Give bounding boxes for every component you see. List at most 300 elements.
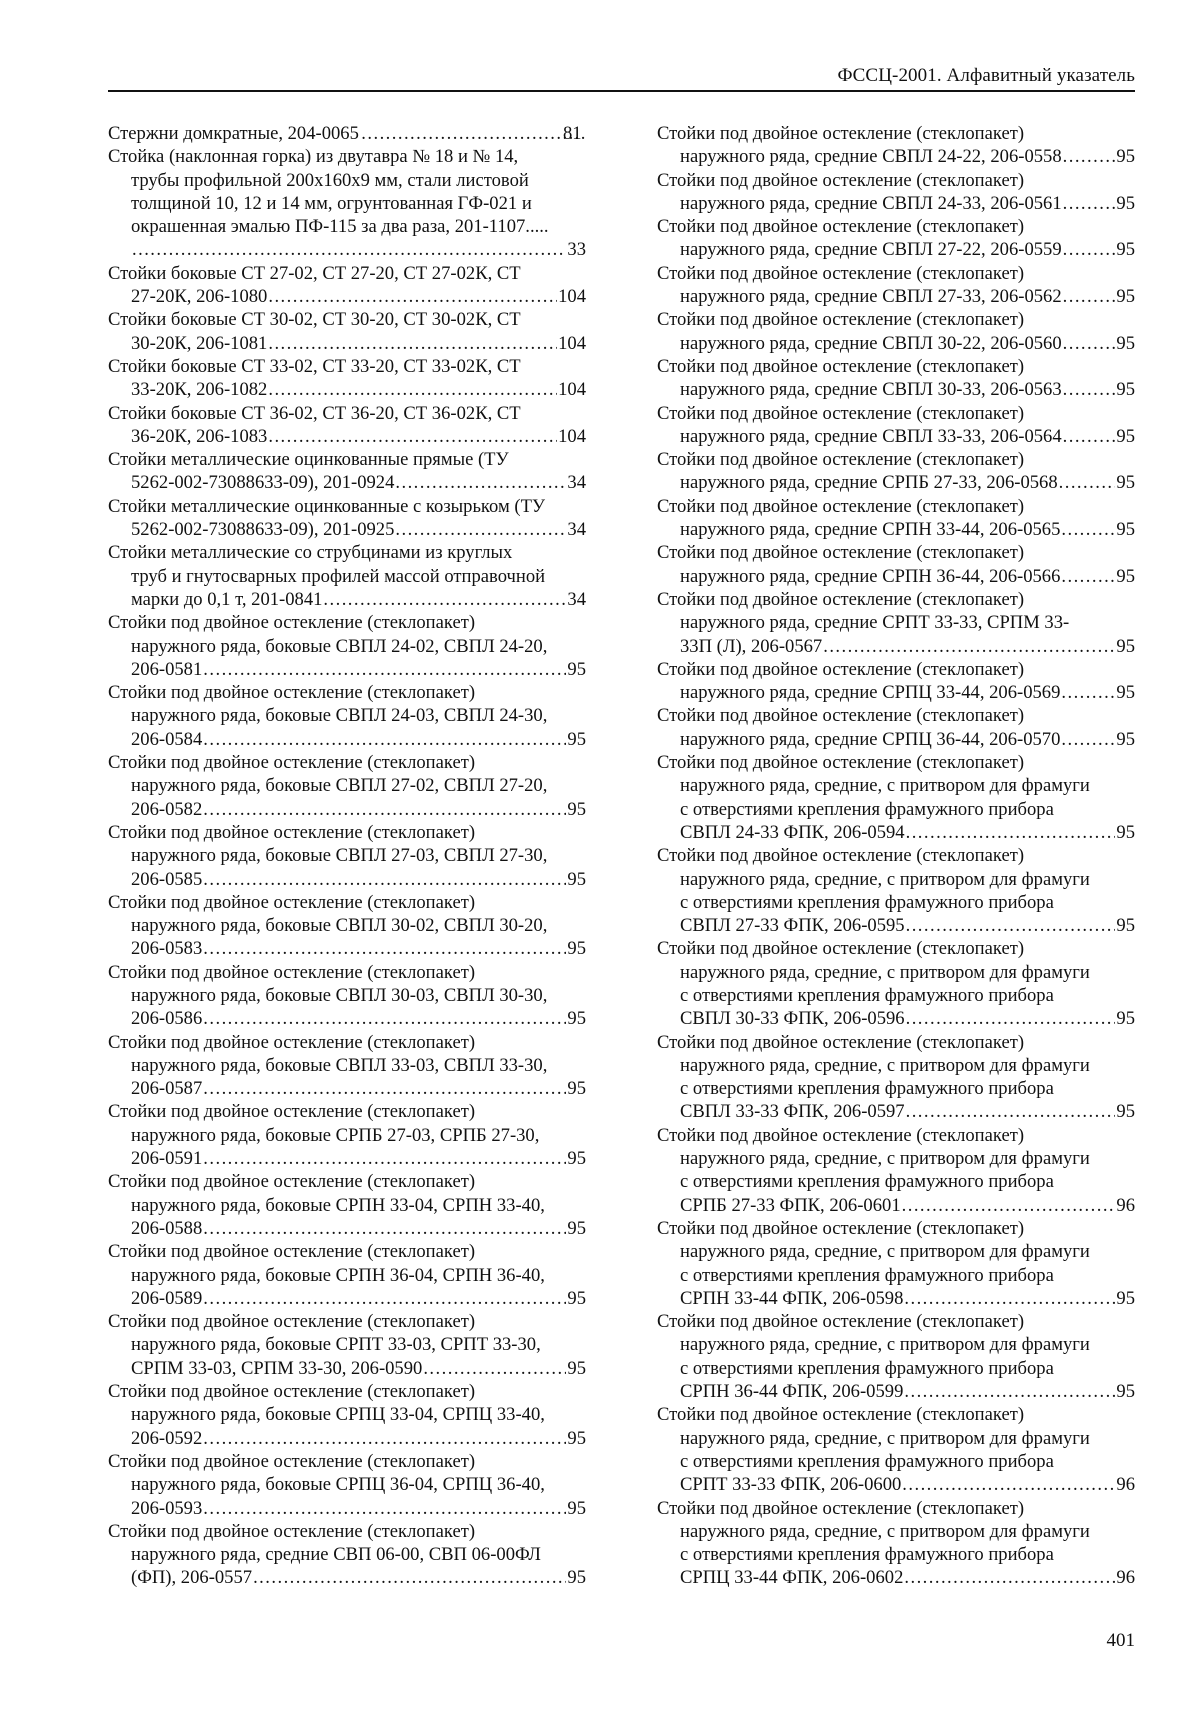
entry-last-line (680, 332, 1135, 355)
index-entry (108, 751, 586, 821)
entry-line: Стойки под двойное остекление (стеклопакет) (657, 1497, 1025, 1519)
entry-page-number: 95 (1116, 1287, 1135, 1309)
entry-text: 206-0582 (131, 798, 203, 820)
index-entry (657, 169, 1135, 216)
entry-line: Стойки металлические оцинкованные прямые (ТУ (108, 449, 509, 471)
index-entry (108, 1170, 586, 1240)
entry-line: Стойки под двойное остекление (стеклопакет) (108, 891, 476, 913)
entry-line: наружного ряда, боковые СРПБ 27-03, СРПБ 27-30, (131, 1124, 540, 1146)
index-entry (657, 1497, 1135, 1590)
entry-line: Стойки под двойное остекление (стеклопакет) (108, 1031, 476, 1053)
index-entry (108, 1520, 586, 1590)
leader-dots (323, 588, 566, 611)
leader-dots (268, 285, 557, 308)
entry-text: 206-0583 (131, 938, 203, 960)
index-entry (657, 844, 1135, 937)
index-entry (108, 1100, 586, 1170)
entry-line: наружного ряда, боковые СРПН 33-04, СРПН 33-40, (131, 1194, 545, 1216)
entry-line: наружного ряда, средние, с притвором для фрамуги (680, 1054, 1090, 1076)
entry-page-number: 95 (567, 1148, 586, 1170)
entry-page-number: 95 (567, 1008, 586, 1030)
entry-page-number: 95 (1116, 519, 1135, 541)
entry-line: Стойки под двойное остекление (стеклопакет) (108, 682, 476, 704)
index-column-left (108, 122, 586, 1590)
entry-line: Стойки боковые СТ 27-02, СТ 27-20, СТ 27-02К, СТ (108, 262, 521, 284)
entry-last-line (680, 681, 1135, 704)
entry-line: Стойки под двойное остекление (стеклопакет) (657, 1031, 1025, 1053)
entry-line: Стойки под двойное остекление (стеклопакет) (108, 1450, 476, 1472)
index-entry (108, 821, 586, 891)
entry-line: с отверстиями крепления фрамужного прибора (680, 1450, 1054, 1472)
entry-text: наружного ряда, средние СВПЛ 27-22, 206-0559 (680, 239, 1062, 261)
entry-page-number: 95 (1116, 425, 1135, 447)
entry-line: Стойки под двойное остекление (стеклопакет) (657, 658, 1025, 680)
entry-line: Стойки под двойное остекление (стеклопакет) (108, 1101, 476, 1123)
index-entry (108, 402, 586, 449)
entry-line: Стойки под двойное остекление (стеклопакет) (108, 612, 476, 634)
entry-page-number: 95 (1116, 332, 1135, 354)
entry-text: 33-20К, 206-1082 (131, 379, 268, 401)
entry-text: 206-0593 (131, 1497, 203, 1519)
index-entry (108, 1450, 586, 1520)
index-entry (108, 308, 586, 355)
entry-last-line (680, 1566, 1135, 1589)
leader-dots (1061, 681, 1115, 704)
entry-line: Стойки боковые СТ 36-02, СТ 36-20, СТ 36-02К, СТ (108, 402, 521, 424)
entry-page-number: 95 (567, 798, 586, 820)
entry-last-line (131, 425, 586, 448)
entry-page-number: 104 (558, 286, 586, 308)
index-entry (657, 704, 1135, 751)
index-entry (108, 355, 586, 402)
entry-text: СРПН 33-44 ФПК, 206-0598 (680, 1287, 904, 1309)
entry-line: Стойки под двойное остекление (стеклопакет) (108, 752, 476, 774)
leader-dots (1063, 238, 1116, 261)
entry-line: Стойки под двойное остекление (стеклопакет) (108, 821, 476, 843)
index-entry (108, 262, 586, 309)
entry-line: наружного ряда, боковые СРПЦ 33-04, СРПЦ 33-40, (131, 1404, 545, 1426)
leader-dots (904, 1566, 1115, 1589)
index-entry (108, 448, 586, 495)
leader-dots (203, 1497, 566, 1520)
entry-line: наружного ряда, боковые СВПЛ 33-03, СВПЛ 33-30, (131, 1054, 548, 1076)
entry-line: наружного ряда, средние, с притвором для фрамуги (680, 1520, 1090, 1542)
entry-page-number: 95 (567, 1567, 586, 1589)
entry-text: наружного ряда, средние СВПЛ 30-22, 206-0560 (680, 332, 1062, 354)
index-entry (108, 611, 586, 681)
index-entry (657, 1217, 1135, 1310)
entry-page-number: 95 (567, 1427, 586, 1449)
entry-page-number: 104 (558, 379, 586, 401)
entry-text: наружного ряда, средние СВПЛ 24-33, 206-0561 (680, 192, 1062, 214)
leader-dots (203, 1217, 566, 1240)
entry-line: Стойки под двойное остекление (стеклопакет) (657, 123, 1025, 144)
index-entry (657, 122, 1135, 169)
entry-text: наружного ряда, средние СВПЛ 30-33, 206-0563 (680, 379, 1062, 401)
entry-text: 36-20К, 206-1083 (131, 425, 268, 447)
index-entry (657, 1124, 1135, 1217)
entry-text: СРПМ 33-03, СРПМ 33-30, 206-0590 (131, 1357, 423, 1379)
leader-dots (1063, 285, 1116, 308)
leader-dots (904, 1287, 1115, 1310)
index-entry (657, 448, 1135, 495)
entry-text: СРПЦ 33-44 ФПК, 206-0602 (680, 1567, 904, 1589)
index-entry (657, 1031, 1135, 1124)
entry-last-line (131, 471, 586, 494)
entry-page-number: 104 (558, 332, 586, 354)
index-entry (108, 681, 586, 751)
entry-last-line (680, 238, 1135, 261)
index-entry (657, 541, 1135, 588)
index-entry (657, 937, 1135, 1030)
leader-dots (132, 238, 566, 261)
leader-dots (1063, 332, 1116, 355)
entry-text: 206-0592 (131, 1427, 203, 1449)
entry-text: 206-0589 (131, 1287, 203, 1309)
entry-last-line (131, 868, 586, 891)
entry-line: наружного ряда, средние СРПТ 33-33, СРПМ 33- (680, 612, 1070, 634)
page-number: 401 (1106, 1630, 1135, 1651)
entry-last-line (680, 1100, 1135, 1123)
entry-last-line (131, 238, 586, 261)
entry-last-line (131, 518, 586, 541)
entry-line: наружного ряда, средние, с притвором для фрамуги (680, 1148, 1090, 1170)
entry-line: труб и гнутосварных профилей массой отправочной (131, 565, 546, 587)
entry-last-line (131, 728, 586, 751)
entry-line: Стойки под двойное остекление (стеклопакет) (657, 1311, 1025, 1333)
leader-dots (906, 821, 1116, 844)
leader-dots (902, 1473, 1115, 1496)
entry-text: СВПЛ 27-33 ФПК, 206-0595 (680, 915, 905, 937)
entry-line: с отверстиями крепления фрамужного прибора (680, 1544, 1054, 1566)
entry-last-line (680, 565, 1135, 588)
leader-dots (906, 1100, 1116, 1123)
entry-last-line (131, 798, 586, 821)
entry-line: Стойки под двойное остекление (стеклопакет) (657, 449, 1025, 471)
entry-page-number: 33 (567, 239, 586, 261)
entry-page-number: 95 (1116, 1381, 1135, 1403)
entry-line: толщиной 10, 12 и 14 мм, огрунтованная ГФ-021 и (131, 192, 532, 214)
entry-line: наружного ряда, боковые СРПН 36-04, СРПН 36-40, (131, 1264, 545, 1286)
leader-dots (423, 1357, 566, 1380)
entry-last-line (680, 635, 1135, 658)
entry-line: с отверстиями крепления фрамужного прибора (680, 798, 1054, 820)
entry-page-number: 95 (567, 938, 586, 960)
entry-line: наружного ряда, боковые СВПЛ 27-03, СВПЛ 27-30, (131, 845, 548, 867)
entry-text: наружного ряда, средние СРПЦ 36-44, 206-0570 (680, 728, 1061, 750)
index-entry (657, 588, 1135, 658)
leader-dots (1063, 378, 1116, 401)
leader-dots (1061, 518, 1115, 541)
entry-text: (ФП), 206-0557 (131, 1567, 253, 1589)
entry-line: Стойки под двойное остекление (стеклопакет) (108, 1381, 476, 1403)
entry-line: наружного ряда, средние, с притвором для фрамуги (680, 1241, 1090, 1263)
entry-last-line (131, 1147, 586, 1170)
entry-line: Стойки под двойное остекление (стеклопакет) (108, 1241, 476, 1263)
entry-line: Стойки под двойное остекление (стеклопакет) (657, 495, 1025, 517)
entry-line: Стойки под двойное остекление (стеклопакет) (657, 169, 1025, 191)
leader-dots (395, 471, 566, 494)
index-entry (108, 961, 586, 1031)
entry-text: 33П (Л), 206-0567 (680, 635, 823, 657)
entry-text: марки до 0,1 т, 201-0841 (131, 588, 323, 610)
entry-last-line (680, 471, 1135, 494)
entry-text: СРПТ 33-33 ФПК, 206-0600 (680, 1474, 902, 1496)
entry-last-line (131, 378, 586, 401)
entry-line: Стойки под двойное остекление (стеклопакет) (657, 588, 1025, 610)
leader-dots (203, 1007, 566, 1030)
entry-line: наружного ряда, боковые СВПЛ 27-02, СВПЛ 27-20, (131, 775, 548, 797)
entry-last-line (680, 821, 1135, 844)
entry-last-line (680, 914, 1135, 937)
leader-dots (823, 635, 1115, 658)
entry-page-number: 95 (567, 1287, 586, 1309)
entry-line: Стойки под двойное остекление (стеклопакет) (657, 402, 1025, 424)
entry-line: Стойки под двойное остекление (стеклопакет) (657, 705, 1025, 727)
entry-text: 206-0586 (131, 1008, 203, 1030)
entry-line: с отверстиями крепления фрамужного прибора (680, 984, 1054, 1006)
entry-page-number: 96 (1116, 1474, 1135, 1496)
leader-dots (203, 728, 566, 751)
index-entry (108, 1031, 586, 1101)
entry-last-line (680, 518, 1135, 541)
entry-page-number: 95 (567, 868, 586, 890)
entry-line: Стойки металлические со струбцинами из круглых (108, 542, 513, 564)
entry-page-number: 95 (1116, 1101, 1135, 1123)
entry-last-line (131, 1217, 586, 1240)
entry-last-line (680, 1380, 1135, 1403)
index-entry (657, 495, 1135, 542)
index-entry (108, 1310, 586, 1380)
entry-last-line (131, 1007, 586, 1030)
entry-line: с отверстиями крепления фрамужного прибора (680, 1357, 1054, 1379)
leader-dots (268, 332, 557, 355)
entry-page-number: 95 (567, 1497, 586, 1519)
entry-text: наружного ряда, средние СВПЛ 27-33, 206-0562 (680, 286, 1062, 308)
entry-last-line (131, 285, 586, 308)
entry-last-line (680, 1473, 1135, 1496)
leader-dots (203, 1147, 566, 1170)
entry-page-number: 34 (567, 588, 586, 610)
entry-page-number: 95 (567, 1217, 586, 1239)
leader-dots (1059, 471, 1116, 494)
leader-dots (203, 937, 566, 960)
index-column-right (657, 122, 1135, 1590)
entry-line: Стойки под двойное остекление (стеклопакет) (108, 1171, 476, 1193)
entry-line: Стойки под двойное остекление (стеклопакет) (657, 1404, 1025, 1426)
entry-text: СВПЛ 30-33 ФПК, 206-0596 (680, 1008, 905, 1030)
entry-line: наружного ряда, средние, с притвором для фрамуги (680, 775, 1090, 797)
entry-line: с отверстиями крепления фрамужного прибора (680, 891, 1054, 913)
entry-line: с отверстиями крепления фрамужного прибора (680, 1264, 1054, 1286)
entry-text: 206-0591 (131, 1148, 203, 1170)
entry-text: наружного ряда, средние СВПЛ 24-22, 206-0558 (680, 146, 1062, 168)
entry-line: наружного ряда, боковые СВПЛ 24-03, СВПЛ 24-30, (131, 705, 548, 727)
entry-line: Стойки боковые СТ 33-02, СТ 33-20, СТ 33-02К, СТ (108, 355, 521, 377)
index-entry (657, 215, 1135, 262)
entry-page-number: 95 (1116, 239, 1135, 261)
entry-page-number: 95 (1116, 146, 1135, 168)
leader-dots (1063, 145, 1116, 168)
leader-dots (203, 868, 566, 891)
entry-line: наружного ряда, средние СВП 06-00, СВП 06-00ФЛ (131, 1544, 541, 1566)
entry-last-line (680, 1007, 1135, 1030)
entry-last-line (680, 192, 1135, 215)
entry-last-line (131, 1566, 586, 1589)
entry-page-number: 95 (1116, 565, 1135, 587)
entry-text: наружного ряда, средние СВПЛ 33-33, 206-0564 (680, 425, 1062, 447)
entry-last-line (680, 285, 1135, 308)
entry-text: 206-0587 (131, 1078, 203, 1100)
entry-last-line (680, 728, 1135, 751)
entry-page-number: 104 (558, 425, 586, 447)
leader-dots (906, 1007, 1116, 1030)
index-entry (657, 658, 1135, 705)
entry-page-number: 96 (1116, 1567, 1135, 1589)
entry-text: 27-20К, 206-1080 (131, 286, 268, 308)
entry-text: наружного ряда, средние СРПБ 27-33, 206-0568 (680, 472, 1058, 494)
leader-dots (360, 122, 585, 145)
entry-page-number: 96 (1116, 1194, 1135, 1216)
entry-text: 30-20К, 206-1081 (131, 332, 268, 354)
index-entry (108, 541, 586, 611)
leader-dots (1061, 728, 1115, 751)
entry-page-number: 95 (1116, 635, 1135, 657)
entry-page-number: 34 (567, 519, 586, 541)
entry-text: 5262-002-73088633-09), 201-0924 (131, 472, 395, 494)
entry-page-number: 95 (1116, 821, 1135, 843)
entry-line: Стойки под двойное остекление (стеклопакет) (108, 1520, 476, 1542)
leader-dots (203, 1287, 566, 1310)
leader-dots (203, 798, 566, 821)
index-entry (108, 122, 586, 145)
entry-text: СВПЛ 24-33 ФПК, 206-0594 (680, 821, 905, 843)
leader-dots (395, 518, 566, 541)
entry-line: с отверстиями крепления фрамужного прибора (680, 1171, 1054, 1193)
entry-last-line (131, 588, 586, 611)
entry-text: СВПЛ 33-33 ФПК, 206-0597 (680, 1101, 905, 1123)
entry-text: СРПН 36-44 ФПК, 206-0599 (680, 1381, 904, 1403)
entry-page-number: 95 (1116, 472, 1135, 494)
index-entry (108, 145, 586, 261)
entry-line: наружного ряда, боковые СВПЛ 30-02, СВПЛ 30-20, (131, 915, 548, 937)
entry-text: 206-0588 (131, 1217, 203, 1239)
leader-dots (1063, 192, 1116, 215)
entry-line: с отверстиями крепления фрамужного прибора (680, 1078, 1054, 1100)
entry-last-line (131, 1077, 586, 1100)
leader-dots (906, 914, 1116, 937)
entry-line: наружного ряда, боковые СРПЦ 36-04, СРПЦ 36-40, (131, 1474, 545, 1496)
entry-page-number: 34 (567, 472, 586, 494)
entry-line: наружного ряда, средние, с притвором для фрамуги (680, 961, 1090, 983)
entry-page-number: 95 (1116, 286, 1135, 308)
entry-last-line (131, 1427, 586, 1450)
entry-line: наружного ряда, средние, с притвором для фрамуги (680, 1334, 1090, 1356)
entry-line: окрашенная эмалью ПФ-115 за два раза, 201-1107..... (131, 216, 549, 238)
entry-last-line (680, 378, 1135, 401)
entry-last-line (131, 658, 586, 681)
entry-line: Стойки под двойное остекление (стеклопакет) (657, 216, 1025, 238)
entry-last-line (131, 937, 586, 960)
index-entry (108, 891, 586, 961)
entry-text: Стержни домкратные, 204-0065 (108, 123, 359, 144)
entry-last-line (131, 1287, 586, 1310)
entry-line: Стойки под двойное остекление (стеклопакет) (108, 1311, 476, 1333)
entry-line: Стойки под двойное остекление (стеклопакет) (657, 262, 1025, 284)
entry-page-number: 95 (1116, 728, 1135, 750)
leader-dots (902, 1194, 1116, 1217)
entry-line: Стойки под двойное остекление (стеклопакет) (657, 1124, 1025, 1146)
leader-dots (268, 378, 557, 401)
index-entry (108, 495, 586, 542)
entry-line: Стойки под двойное остекление (стеклопакет) (657, 845, 1025, 867)
index-entry (657, 262, 1135, 309)
entry-line: наружного ряда, средние, с притвором для фрамуги (680, 1427, 1090, 1449)
index-entry (657, 1403, 1135, 1496)
entry-page-number: 95 (567, 728, 586, 750)
entry-line: Стойки под двойное остекление (стеклопакет) (657, 542, 1025, 564)
index-entry (657, 1310, 1135, 1403)
entry-text: 5262-002-73088633-09), 201-0925 (131, 519, 395, 541)
entry-text: наружного ряда, средние СРПН 33-44, 206-0565 (680, 519, 1061, 541)
entry-line: наружного ряда, боковые СВПЛ 24-02, СВПЛ 24-20, (131, 635, 548, 657)
entry-last-line (680, 145, 1135, 168)
entry-line: Стойки под двойное остекление (стеклопакет) (657, 938, 1025, 960)
entry-line: Стойки под двойное остекление (стеклопакет) (657, 1217, 1025, 1239)
entry-last-line (131, 332, 586, 355)
entry-text: наружного ряда, средние СРПЦ 33-44, 206-0569 (680, 682, 1061, 704)
entry-page-number: 95 (567, 1357, 586, 1379)
entry-last-line (131, 1497, 586, 1520)
entry-page-number: 95 (567, 1078, 586, 1100)
index-entry (108, 1380, 586, 1450)
leader-dots (253, 1566, 566, 1589)
entry-last-line (131, 1357, 586, 1380)
leader-dots (1061, 565, 1115, 588)
entry-last-line: Стержни домкратные, 204-0065 . . . 81 (131, 122, 586, 145)
entry-text: 206-0581 (131, 658, 203, 680)
leader-dots (268, 425, 557, 448)
entry-line: наружного ряда, боковые СРПТ 33-03, СРПТ 33-30, (131, 1334, 541, 1356)
leader-dots (203, 658, 566, 681)
leader-dots (203, 1427, 566, 1450)
entry-page-number: 95 (1116, 1008, 1135, 1030)
entry-page-number: 95 (1116, 379, 1135, 401)
entry-line: Стойки боковые СТ 30-02, СТ 30-20, СТ 30-02К, СТ (108, 309, 521, 331)
entry-last-line (680, 425, 1135, 448)
entry-line: Стойки под двойное остекление (стеклопакет) (657, 752, 1025, 774)
index-entry (657, 751, 1135, 844)
entry-text: СРПБ 27-33 ФПК, 206-0601 (680, 1194, 901, 1216)
index-entry (657, 308, 1135, 355)
entry-last-line (680, 1194, 1135, 1217)
entry-text: 206-0584 (131, 728, 203, 750)
leader-dots (904, 1380, 1115, 1403)
page-header (108, 60, 1135, 92)
entry-page-number: 95 (1116, 682, 1135, 704)
entry-page-number: 95 (567, 658, 586, 680)
entry-last-line (680, 1287, 1135, 1310)
entry-page-number: 95 (1116, 192, 1135, 214)
index-entry (657, 402, 1135, 449)
leader-dots (1063, 425, 1116, 448)
entry-line: наружного ряда, средние, с притвором для фрамуги (680, 868, 1090, 890)
entry-line: Стойки под двойное остекление (стеклопакет) (657, 355, 1025, 377)
entry-text: наружного ряда, средние СРПН 36-44, 206-0566 (680, 565, 1061, 587)
entry-line: Стойки металлические оцинкованные с козырьком (ТУ (108, 495, 546, 517)
leader-dots (203, 1077, 566, 1100)
entry-line: трубы профильной 200x160x9 мм, стали листовой (131, 169, 529, 191)
